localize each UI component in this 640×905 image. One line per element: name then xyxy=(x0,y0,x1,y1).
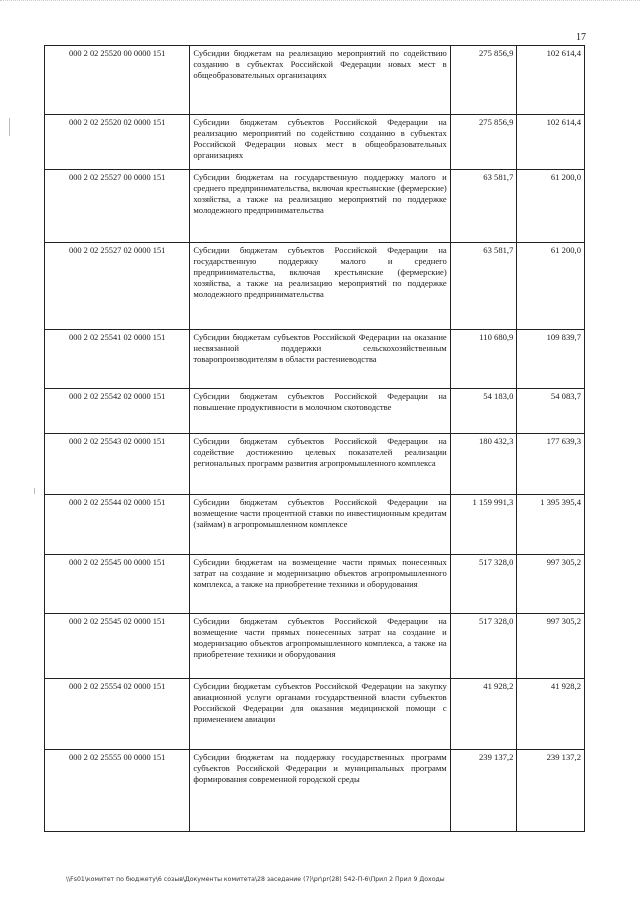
row-description: Субсидии бюджетам субъектов Российской Федерации на оказание несвязанной поддержки сельскохозяйственным товаропроизводителям в области растениеводства xyxy=(190,330,450,389)
budget-code: 000 2 02 25527 00 0000 151 xyxy=(45,170,190,243)
amount-2: 41 928,2 xyxy=(517,679,585,750)
amount-1: 275 856,9 xyxy=(450,46,517,115)
row-description: Субсидии бюджетам на поддержку государственных программ субъектов Российской Федерации и муниципальных программ формирования современной городской среды xyxy=(190,750,450,832)
row-description: Субсидии бюджетам на возмещение части прямых понесенных затрат на создание и модернизацию объектов агропромышленного комплекса, а также на приобретение техники и оборудования xyxy=(190,555,450,614)
row-description: Субсидии бюджетам субъектов Российской Федерации на закупку авиационной услуги органами государственной власти субъектов Российской Федерации для оказания медицинской помощи с применением авиации xyxy=(190,679,450,750)
table-row xyxy=(45,679,585,750)
budget-code: 000 2 02 25541 02 0000 151 xyxy=(45,330,190,389)
amount-2: 109 839,7 xyxy=(517,330,585,389)
amount-1: 239 137,2 xyxy=(450,750,517,832)
amount-1: 110 680,9 xyxy=(450,330,517,389)
table-row xyxy=(45,750,585,832)
amount-2: 177 639,3 xyxy=(517,434,585,495)
budget-code: 000 2 02 25542 02 0000 151 xyxy=(45,389,190,434)
budget-code: 000 2 02 25520 02 0000 151 xyxy=(45,115,190,170)
amount-1: 275 856,9 xyxy=(450,115,517,170)
table-row xyxy=(45,495,585,555)
amount-2: 997 305,2 xyxy=(517,614,585,679)
revenue-table xyxy=(44,45,585,832)
amount-2: 102 614,4 xyxy=(517,46,585,115)
amount-2: 239 137,2 xyxy=(517,750,585,832)
table-row xyxy=(45,243,585,330)
row-description: Субсидии бюджетам субъектов Российской Федерации на возмещение части процентной ставки по инвестиционным кредитам (займам) в агропромышленном комплексе xyxy=(190,495,450,555)
scan-margin-mark xyxy=(34,488,35,494)
scan-top-edge xyxy=(0,0,640,9)
page-number: 17 xyxy=(576,32,586,43)
amount-1: 41 928,2 xyxy=(450,679,517,750)
amount-2: 997 305,2 xyxy=(517,555,585,614)
table-row xyxy=(45,330,585,389)
table-row xyxy=(45,389,585,434)
amount-2: 102 614,4 xyxy=(517,115,585,170)
row-description: Субсидии бюджетам субъектов Российской Федерации на реализацию мероприятий по содействию созданию в субъектах Российской Федерации новых мест в общеобразовательных организациях xyxy=(190,115,450,170)
row-description: Субсидии бюджетам на государственную поддержку малого и среднего предпринимательства, включая крестьянские (фермерские) хозяйства, а также на реализацию мероприятий по поддержке молодежного предпринимательства xyxy=(190,170,450,243)
table-row xyxy=(45,434,585,495)
row-description: Субсидии бюджетам на реализацию мероприятий по содействию созданию в субъектах Российской Федерации новых мест в общеобразовательных организациях xyxy=(190,46,450,115)
row-description: Субсидии бюджетам субъектов Российской Федерации на содействие достижению целевых показателей реализации региональных программ развития агропромышленного комплекса xyxy=(190,434,450,495)
budget-code: 000 2 02 25555 00 0000 151 xyxy=(45,750,190,832)
table-row xyxy=(45,115,585,170)
amount-1: 180 432,3 xyxy=(450,434,517,495)
amount-2: 61 200,0 xyxy=(517,170,585,243)
amount-1: 517 328,0 xyxy=(450,555,517,614)
table-row xyxy=(45,555,585,614)
amount-1: 517 328,0 xyxy=(450,614,517,679)
row-description: Субсидии бюджетам субъектов Российской Федерации на государственную поддержку малого и среднего предпринимательства, включая крестьянские (фермерские) хозяйства, а также на реализацию мероприятий по поддержке молодежного предпринимательства xyxy=(190,243,450,330)
row-description: Субсидии бюджетам субъектов Российской Федерации на возмещение части прямых понесенных затрат на создание и модернизацию объектов агропромышленного комплекса, а также на приобретение техники и оборудования xyxy=(190,614,450,679)
table-row xyxy=(45,170,585,243)
file-path-footer: \\Fs01\комитет по бюджету\6 созыв\Документы комитета\28 заседание (7)\pr\pr(28) 542-П-6\Прил 2 Прил 9 Доходы xyxy=(66,876,445,883)
table-row xyxy=(45,46,585,115)
budget-code: 000 2 02 25543 02 0000 151 xyxy=(45,434,190,495)
amount-1: 1 159 991,3 xyxy=(450,495,517,555)
table-row xyxy=(45,614,585,679)
row-description: Субсидии бюджетам субъектов Российской Федерации на повышение продуктивности в молочном скотоводстве xyxy=(190,389,450,434)
budget-code: 000 2 02 25545 02 0000 151 xyxy=(45,614,190,679)
scan-margin-mark xyxy=(9,118,10,136)
budget-code: 000 2 02 25527 02 0000 151 xyxy=(45,243,190,330)
budget-code: 000 2 02 25520 00 0000 151 xyxy=(45,46,190,115)
amount-1: 54 183,0 xyxy=(450,389,517,434)
budget-code: 000 2 02 25554 02 0000 151 xyxy=(45,679,190,750)
amount-2: 54 083,7 xyxy=(517,389,585,434)
amount-1: 63 581,7 xyxy=(450,243,517,330)
amount-2: 61 200,0 xyxy=(517,243,585,330)
budget-code: 000 2 02 25544 02 0000 151 xyxy=(45,495,190,555)
amount-1: 63 581,7 xyxy=(450,170,517,243)
budget-code: 000 2 02 25545 00 0000 151 xyxy=(45,555,190,614)
amount-2: 1 395 395,4 xyxy=(517,495,585,555)
